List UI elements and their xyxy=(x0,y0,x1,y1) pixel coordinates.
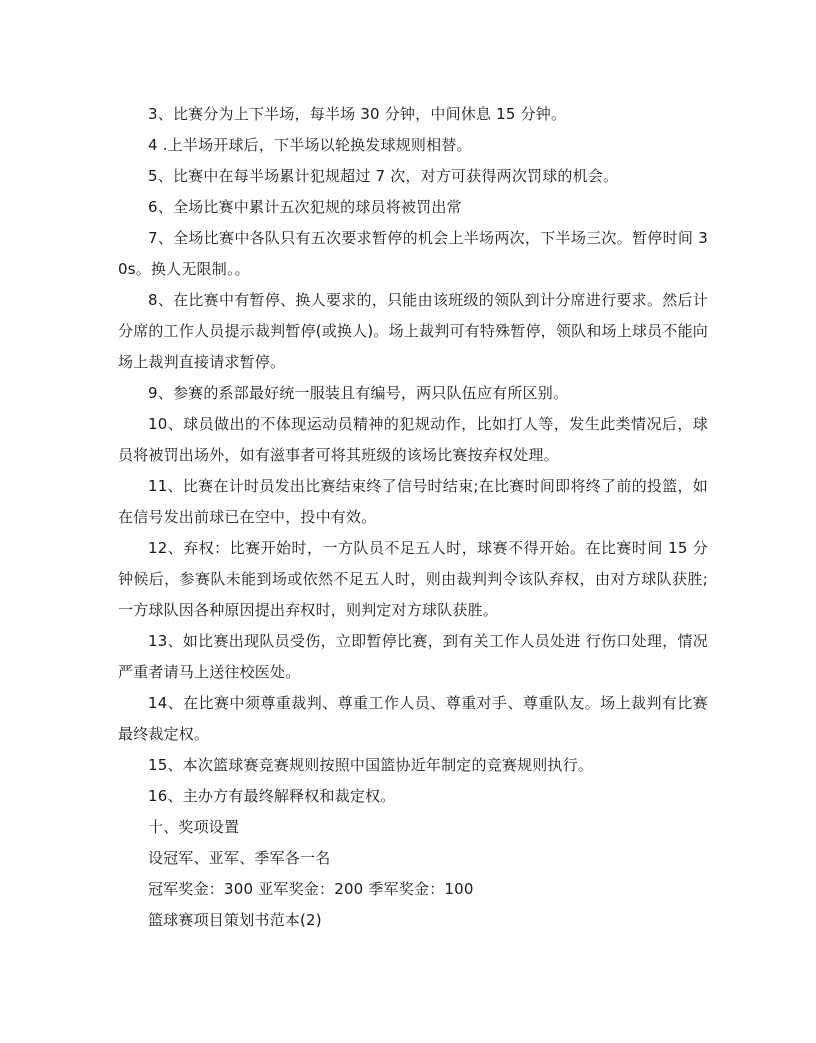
prize-line: 冠军奖金：300 亚军奖金：200 季军奖金：100 xyxy=(148,880,474,898)
rule-14: 14、在比赛中须尊重裁判、尊重工作人员、尊重对手、尊重队友。场上裁判有比赛最终裁定权。 xyxy=(118,694,708,743)
rule-4: 4 .上半场开球后，下半场以轮换发球规则相替。 xyxy=(148,136,472,154)
rule-13: 13、如比赛出现队员受伤，立即暂停比赛，到有关工作人员处进 行伤口处理，情况严重者请马上送往校医处。 xyxy=(118,632,708,681)
rule-12: 12、弃权：比赛开始时，一方队员不足五人时，球赛不得开始。在比赛时间 15 分钟候后，参赛队未能到场或依然不足五人时，则由裁判判令该队弃权，由对方球队获胜;一方球队因各种原因提出弃权时，则判定对方球队获胜。 xyxy=(118,539,708,619)
rule-9: 9、参赛的系部最好统一服装且有编号，两只队伍应有所区别。 xyxy=(148,384,569,402)
rule-7: 7、全场比赛中各队只有五次要求暂停的机会上半场两次，下半场三次。暂停时间 30s。换人无限制。。 xyxy=(118,229,708,278)
footer-title: 篮球赛项目策划书范本(2) xyxy=(148,911,322,929)
rule-8: 8、在比赛中有暂停、换人要求的，只能由该班级的领队到计分席进行要求。然后计分席的工作人员提示裁判暂停(或换人)。场上裁判可有特殊暂停，领队和场上球员不能向场上裁判直接请求暂停。 xyxy=(118,291,708,371)
rule-10: 10、球员做出的不体现运动员精神的犯规动作，比如打人等，发生此类情况后，球员将被罚出场外，如有滋事者可将其班级的该场比赛按弃权处理。 xyxy=(118,415,708,464)
rule-5: 5、比赛中在每半场累计犯规超过 7 次，对方可获得两次罚球的机会。 xyxy=(148,167,619,185)
rule-15: 15、本次篮球赛竞赛规则按照中国篮协近年制定的竞赛规则执行。 xyxy=(148,756,594,774)
rule-16: 16、主办方有最终解释权和裁定权。 xyxy=(148,787,396,805)
award-line: 设冠军、亚军、季军各一名 xyxy=(148,849,331,867)
rule-3: 3、比赛分为上下半场，每半场 30 分钟，中间休息 15 分钟。 xyxy=(148,105,567,123)
rule-11: 11、比赛在计时员发出比赛结束终了信号时结束;在比赛时间即将终了前的投篮，如在信号发出前球已在空中，投中有效。 xyxy=(118,477,708,526)
section-heading: 十、奖项设置 xyxy=(148,818,240,836)
document-body xyxy=(118,99,708,936)
rule-6: 6、全场比赛中累计五次犯规的球员将被罚出常 xyxy=(148,198,462,216)
